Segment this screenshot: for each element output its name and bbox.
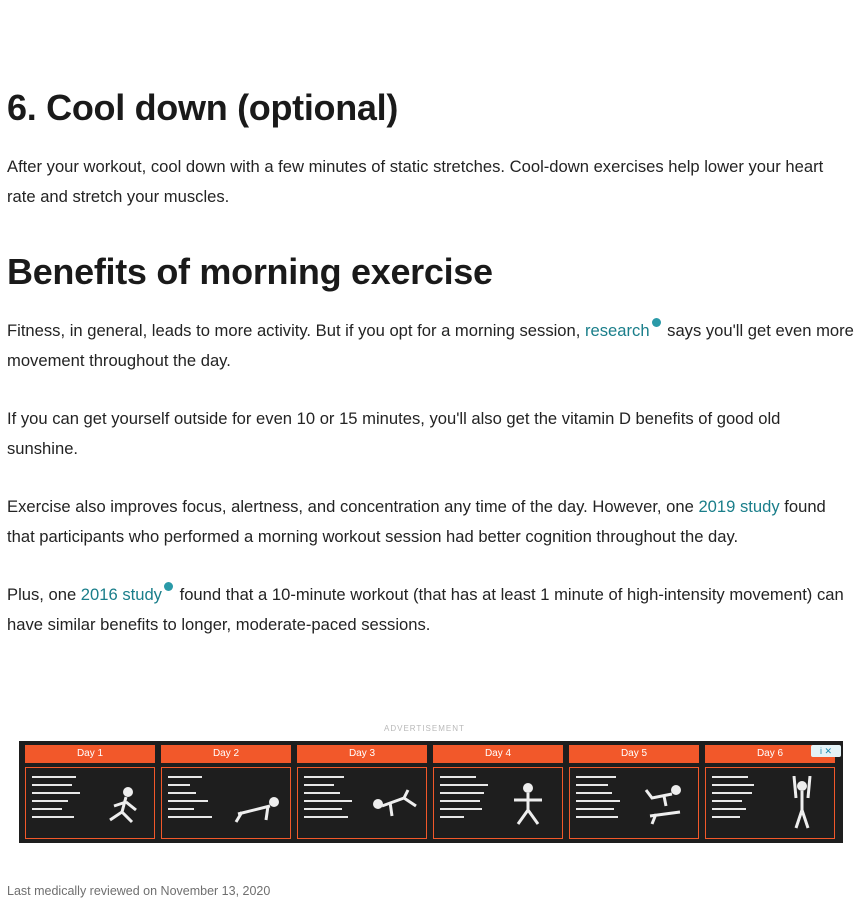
exercise-figure-icon [364, 776, 420, 832]
ad-day-body [25, 767, 155, 839]
ad-day-body [297, 767, 427, 839]
ad-day-title: Day 6 [705, 745, 835, 763]
ad-day-panel[interactable] [25, 745, 155, 839]
ad-day-body [705, 767, 835, 839]
benefits-paragraph-1 [7, 316, 855, 376]
trusted-source-icon[interactable] [652, 318, 661, 327]
ad-day-panel[interactable] [297, 745, 427, 839]
ad-text-lines [576, 776, 620, 824]
advertisement-label: ADVERTISEMENT [384, 724, 465, 733]
ad-text-lines [32, 776, 80, 824]
benefits-paragraph-2: If you can get yourself outside for even 10 or 15 minutes, you'll also get the vitamin D benefits of good old sunshine. [7, 409, 781, 458]
ad-day-title: Day 3 [297, 745, 427, 763]
study-2016-link[interactable]: 2016 study [80, 585, 162, 604]
ad-text-lines [168, 776, 212, 824]
ad-close-button[interactable]: i ✕ [811, 745, 841, 757]
ad-day-title: Day 5 [569, 745, 699, 763]
ad-day-body [569, 767, 699, 839]
ad-day-body [161, 767, 291, 839]
ad-text-lines [304, 776, 352, 824]
exercise-figure-icon [228, 776, 284, 832]
exercise-figure-icon [772, 776, 828, 832]
article-content [7, 84, 855, 640]
benefits-paragraph-3 [7, 492, 855, 552]
exercise-figure-icon [636, 776, 692, 832]
paragraph-text: Exercise also improves focus, alertness, and concentration any time of the day. However, one [7, 497, 699, 516]
cool-down-paragraph: After your workout, cool down with a few minutes of static stretches. Cool-down exercises help lower your heart rate and stretch your muscles. [7, 157, 824, 206]
exercise-figure-icon [92, 776, 148, 832]
paragraph-text: found that participants who performed a morning workout session had better cognition throughout the day. [7, 497, 826, 546]
benefits-heading: Benefits of morning exercise [7, 251, 493, 292]
paragraph-text: says you'll get even more movement throughout the day. [7, 321, 854, 370]
ad-day-panel[interactable] [705, 745, 835, 839]
advertisement-banner[interactable] [19, 741, 843, 843]
trusted-source-icon[interactable] [164, 582, 173, 591]
ad-day-title: Day 1 [25, 745, 155, 763]
benefits-paragraph-4 [7, 580, 855, 640]
exercise-figure-icon [500, 776, 556, 832]
ad-text-lines [440, 776, 488, 824]
ad-day-panel[interactable] [433, 745, 563, 839]
cool-down-heading: 6. Cool down (optional) [7, 87, 399, 128]
paragraph-text: Fitness, in general, leads to more activity. But if you opt for a morning session, [7, 321, 585, 340]
paragraph-text: found that a 10-minute workout (that has at least 1 minute of high-intensity movement) can have similar benefits to longer, moderate-paced sessions. [7, 585, 844, 634]
ad-day-title: Day 4 [433, 745, 563, 763]
study-2019-link[interactable]: 2019 study [698, 497, 780, 516]
ad-day-panel[interactable] [161, 745, 291, 839]
paragraph-text: Plus, one [7, 585, 81, 604]
ad-day-title: Day 2 [161, 745, 291, 763]
ad-text-lines [712, 776, 754, 824]
ad-day-body [433, 767, 563, 839]
ad-day-panel[interactable] [569, 745, 699, 839]
medical-review-date: Last medically reviewed on November 13, 2020 [7, 884, 271, 898]
research-link[interactable]: research [584, 321, 650, 340]
